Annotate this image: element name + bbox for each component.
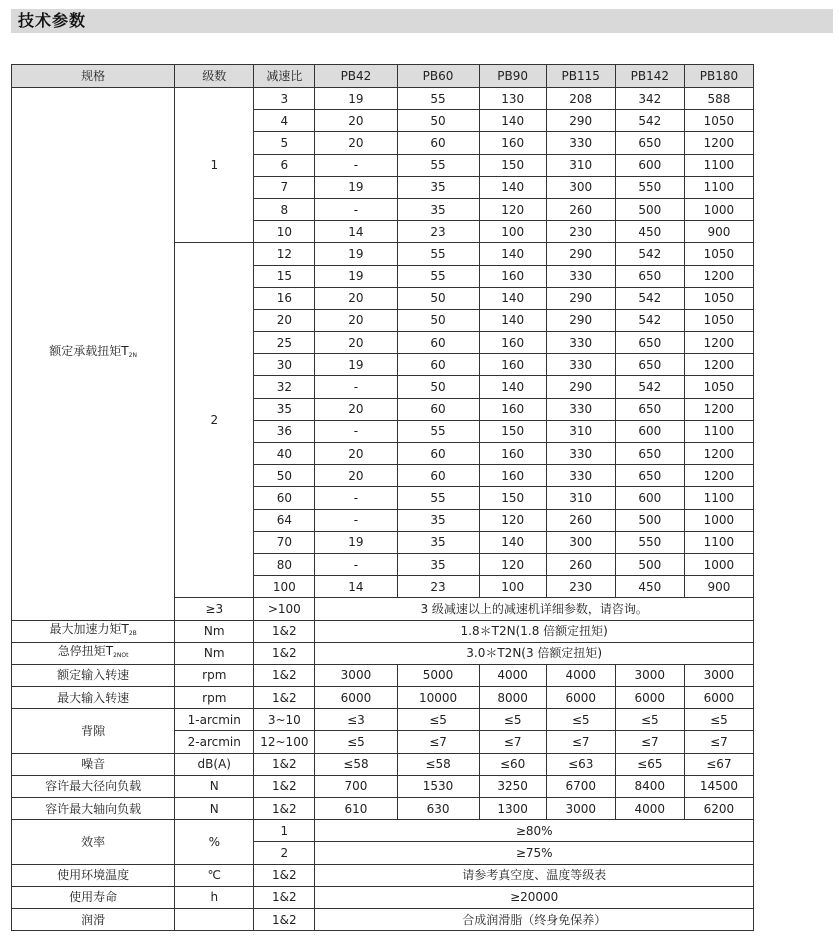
unit-cell: 2-arcmin	[175, 731, 254, 753]
value-cell: 542	[615, 309, 684, 331]
rated-speed-row	[12, 664, 754, 686]
value-cell: 55	[397, 265, 479, 287]
header-cell: PB60	[397, 65, 479, 88]
ratio-cell: 32	[254, 376, 315, 398]
value-cell: 300	[546, 176, 615, 198]
value-cell: 120	[479, 553, 546, 575]
value-cell: 1200	[684, 332, 753, 354]
radial-load-label: 容许最大径向负载	[12, 775, 175, 797]
value-cell: 6200	[684, 798, 753, 820]
stage-cell: 2	[254, 842, 315, 864]
axial-load-row	[12, 798, 754, 820]
header-cell: 级数	[175, 65, 254, 88]
value-cell: 330	[546, 465, 615, 487]
value-cell: 650	[615, 132, 684, 154]
value-cell: 450	[615, 576, 684, 598]
ratio-cell: 3~10	[254, 709, 315, 731]
value-cell: 542	[615, 243, 684, 265]
torque-row	[12, 88, 754, 110]
unit-cell	[175, 908, 254, 930]
value-cell: 35	[397, 531, 479, 553]
value-cell: 35	[397, 509, 479, 531]
value-cell: 20	[315, 465, 397, 487]
ratio-cell: 35	[254, 398, 315, 420]
ratio-cell: 4	[254, 110, 315, 132]
value-cell: 1100	[684, 487, 753, 509]
value-cell: 290	[546, 110, 615, 132]
max-speed-label: 最大输入转速	[12, 687, 175, 709]
value-cell: 140	[479, 531, 546, 553]
value-cell: 19	[315, 265, 397, 287]
ratio-cell: 12	[254, 243, 315, 265]
stage-cell: 1&2	[254, 664, 315, 686]
value-cell: 290	[546, 309, 615, 331]
value-cell: 330	[546, 332, 615, 354]
ratio-cell: 6	[254, 154, 315, 176]
value-cell: 4000	[479, 664, 546, 686]
value-cell: 14500	[684, 775, 753, 797]
efficiency-label: 效率	[12, 820, 175, 864]
value-cell: 35	[397, 553, 479, 575]
value-cell: 20	[315, 332, 397, 354]
value-cell: 1200	[684, 265, 753, 287]
value-cell: ≤63	[546, 753, 615, 775]
value-cell: 1050	[684, 376, 753, 398]
value-cell: 542	[615, 287, 684, 309]
value-cell: 600	[615, 487, 684, 509]
value-cell: 330	[546, 132, 615, 154]
value-cell: 310	[546, 487, 615, 509]
value-cell: 8400	[615, 775, 684, 797]
value-cell: ≤60	[479, 753, 546, 775]
value-cell: 20	[315, 110, 397, 132]
value-cell: 650	[615, 332, 684, 354]
value-cell: 140	[479, 287, 546, 309]
unit-cell: Nm	[175, 620, 254, 642]
value-cell: 650	[615, 443, 684, 465]
value-cell: 160	[479, 398, 546, 420]
value-cell: 合成润滑脂（终身免保养）	[315, 908, 754, 930]
value-cell: 55	[397, 243, 479, 265]
stage-cell: 1&2	[254, 775, 315, 797]
value-cell: 60	[397, 332, 479, 354]
temperature-label: 使用环境温度	[12, 864, 175, 886]
value-cell: ≤5	[615, 709, 684, 731]
value-cell: 3.0＊T2N(3 倍额定扭矩)	[315, 642, 754, 664]
value-cell: 4000	[546, 664, 615, 686]
value-cell: 1050	[684, 243, 753, 265]
ratio-cell: 100	[254, 576, 315, 598]
ratio-cell: 12~100	[254, 731, 315, 753]
value-cell: 500	[615, 553, 684, 575]
value-cell: 650	[615, 354, 684, 376]
value-cell: ≥75%	[315, 842, 754, 864]
efficiency-row	[12, 820, 754, 842]
value-cell: 3000	[684, 664, 753, 686]
value-cell: 23	[397, 221, 479, 243]
stage-cell: 2	[175, 243, 254, 598]
value-cell: -	[315, 509, 397, 531]
value-cell: ≤65	[615, 753, 684, 775]
value-cell: 160	[479, 132, 546, 154]
value-cell: 700	[315, 775, 397, 797]
table-body	[12, 88, 754, 931]
header-cell: PB142	[615, 65, 684, 88]
value-cell: 650	[615, 398, 684, 420]
value-cell: 19	[315, 176, 397, 198]
value-cell: 1100	[684, 531, 753, 553]
value-cell: 100	[479, 576, 546, 598]
value-cell: 600	[615, 154, 684, 176]
value-cell: 140	[479, 309, 546, 331]
value-cell: 6000	[546, 687, 615, 709]
value-cell: 1100	[684, 420, 753, 442]
ratio-cell: 7	[254, 176, 315, 198]
value-cell: 120	[479, 198, 546, 220]
value-cell: 650	[615, 465, 684, 487]
value-cell: 140	[479, 243, 546, 265]
table-header	[12, 65, 754, 88]
value-cell: 150	[479, 487, 546, 509]
value-cell: 290	[546, 243, 615, 265]
value-cell: 310	[546, 420, 615, 442]
value-cell: 550	[615, 176, 684, 198]
value-cell: 160	[479, 354, 546, 376]
ratio-cell: 40	[254, 443, 315, 465]
value-cell: 3000	[615, 664, 684, 686]
stage-cell: 1&2	[254, 798, 315, 820]
value-cell: 1050	[684, 110, 753, 132]
stage-cell: 1&2	[254, 864, 315, 886]
value-cell: 542	[615, 110, 684, 132]
value-cell: 14	[315, 576, 397, 598]
value-cell: ≤7	[546, 731, 615, 753]
value-cell: 50	[397, 376, 479, 398]
stage-cell: 1	[175, 88, 254, 243]
value-cell: 160	[479, 265, 546, 287]
max-accel-row	[12, 620, 754, 642]
value-cell: 300	[546, 531, 615, 553]
section-title-bar	[11, 9, 833, 33]
value-cell: 55	[397, 154, 479, 176]
value-cell: 140	[479, 376, 546, 398]
value-cell: 160	[479, 443, 546, 465]
value-cell: -	[315, 376, 397, 398]
value-cell: 260	[546, 553, 615, 575]
value-cell: 20	[315, 309, 397, 331]
value-cell: 60	[397, 443, 479, 465]
section-title: 技术参数	[18, 11, 87, 30]
value-cell: 6000	[615, 687, 684, 709]
emergency-stop-row	[12, 642, 754, 664]
emergency-stop-label-subscript: 2NOt	[113, 651, 129, 659]
emergency-stop-label	[12, 642, 175, 664]
value-cell: 150	[479, 154, 546, 176]
value-cell: 5000	[397, 664, 479, 686]
noise-row	[12, 753, 754, 775]
value-cell: 20	[315, 398, 397, 420]
value-cell: 1300	[479, 798, 546, 820]
value-cell: ≤5	[684, 709, 753, 731]
value-cell: 55	[397, 487, 479, 509]
value-cell: 330	[546, 398, 615, 420]
backlash-row	[12, 709, 754, 731]
value-cell: 23	[397, 576, 479, 598]
unit-cell: rpm	[175, 687, 254, 709]
value-cell: 330	[546, 443, 615, 465]
value-cell: 230	[546, 576, 615, 598]
ratio-cell: 20	[254, 309, 315, 331]
value-cell: 230	[546, 221, 615, 243]
noise-label: 噪音	[12, 753, 175, 775]
stage-cell: 1&2	[254, 753, 315, 775]
rated-torque-label-text: 额定承载扭矩T	[49, 344, 129, 359]
rated-torque-label-subscript: 2N	[128, 352, 137, 360]
note-cell: 3 级减速以上的减速机详细参数，请咨询。	[315, 598, 754, 620]
unit-cell: N	[175, 798, 254, 820]
rated-torque-label	[12, 88, 175, 621]
value-cell: 900	[684, 576, 753, 598]
value-cell: 330	[546, 265, 615, 287]
unit-cell: Nm	[175, 642, 254, 664]
ratio-cell: 3	[254, 88, 315, 110]
value-cell: 1200	[684, 398, 753, 420]
value-cell: 19	[315, 531, 397, 553]
radial-load-row	[12, 775, 754, 797]
value-cell: 19	[315, 88, 397, 110]
value-cell: ≤7	[684, 731, 753, 753]
value-cell: 19	[315, 354, 397, 376]
value-cell: 900	[684, 221, 753, 243]
value-cell: 260	[546, 198, 615, 220]
value-cell: 1.8＊T2N(1.8 倍额定扭矩)	[315, 620, 754, 642]
ratio-cell: 30	[254, 354, 315, 376]
backlash-label: 背隙	[12, 709, 175, 753]
value-cell: 342	[615, 88, 684, 110]
value-cell: ≤3	[315, 709, 397, 731]
ratio-cell: 80	[254, 553, 315, 575]
value-cell: ≤5	[315, 731, 397, 753]
stage-cell: 1&2	[254, 620, 315, 642]
value-cell: 100	[479, 221, 546, 243]
value-cell: 3250	[479, 775, 546, 797]
value-cell: 4000	[615, 798, 684, 820]
value-cell: 请参考真空度、温度等级表	[315, 864, 754, 886]
emergency-stop-label-text: 急停扭矩T	[57, 643, 114, 658]
value-cell: ≤7	[479, 731, 546, 753]
value-cell: 1050	[684, 287, 753, 309]
value-cell: 120	[479, 509, 546, 531]
value-cell: 3000	[315, 664, 397, 686]
value-cell: 130	[479, 88, 546, 110]
value-cell: 630	[397, 798, 479, 820]
value-cell: 19	[315, 243, 397, 265]
value-cell: 160	[479, 332, 546, 354]
header-cell: PB180	[684, 65, 753, 88]
value-cell: 140	[479, 176, 546, 198]
unit-cell: N	[175, 775, 254, 797]
value-cell: -	[315, 420, 397, 442]
stage-cell: 1&2	[254, 886, 315, 908]
value-cell: ≤67	[684, 753, 753, 775]
value-cell: 1200	[684, 354, 753, 376]
value-cell: ≤58	[397, 753, 479, 775]
value-cell: 35	[397, 198, 479, 220]
value-cell: 1200	[684, 132, 753, 154]
value-cell: 160	[479, 465, 546, 487]
value-cell: 20	[315, 287, 397, 309]
value-cell: 450	[615, 221, 684, 243]
lubrication-row	[12, 908, 754, 930]
value-cell: 290	[546, 287, 615, 309]
value-cell: 600	[615, 420, 684, 442]
value-cell: 6000	[684, 687, 753, 709]
value-cell: 6700	[546, 775, 615, 797]
ratio-cell: 10	[254, 221, 315, 243]
value-cell: 310	[546, 154, 615, 176]
ratio-cell: 16	[254, 287, 315, 309]
lubrication-label: 润滑	[12, 908, 175, 930]
value-cell: ≤5	[546, 709, 615, 731]
value-cell: 1100	[684, 154, 753, 176]
service-life-row	[12, 886, 754, 908]
value-cell: 330	[546, 354, 615, 376]
value-cell: -	[315, 487, 397, 509]
value-cell: -	[315, 198, 397, 220]
value-cell: 20	[315, 443, 397, 465]
value-cell: 1530	[397, 775, 479, 797]
value-cell: 1000	[684, 553, 753, 575]
stage-cell: ≥3	[175, 598, 254, 620]
value-cell: 1000	[684, 509, 753, 531]
value-cell: 610	[315, 798, 397, 820]
stage-cell: 1&2	[254, 642, 315, 664]
value-cell: 14	[315, 221, 397, 243]
header-cell: PB42	[315, 65, 397, 88]
value-cell: 35	[397, 176, 479, 198]
header-cell: PB115	[546, 65, 615, 88]
value-cell: 8000	[479, 687, 546, 709]
value-cell: 500	[615, 198, 684, 220]
value-cell: 1100	[684, 176, 753, 198]
value-cell: 10000	[397, 687, 479, 709]
value-cell: 60	[397, 354, 479, 376]
rated-speed-label: 额定输入转速	[12, 664, 175, 686]
value-cell: 50	[397, 309, 479, 331]
value-cell: 50	[397, 287, 479, 309]
temperature-row	[12, 864, 754, 886]
value-cell: ≤7	[397, 731, 479, 753]
ratio-cell: 8	[254, 198, 315, 220]
value-cell: 1000	[684, 198, 753, 220]
value-cell: ≥20000	[315, 886, 754, 908]
value-cell: 260	[546, 509, 615, 531]
max-accel-label	[12, 620, 175, 642]
value-cell: 6000	[315, 687, 397, 709]
value-cell: ≤5	[479, 709, 546, 731]
value-cell: 55	[397, 420, 479, 442]
value-cell: 500	[615, 509, 684, 531]
value-cell: 60	[397, 132, 479, 154]
header-cell: 规格	[12, 65, 175, 88]
value-cell: 3000	[546, 798, 615, 820]
ratio-cell: 36	[254, 420, 315, 442]
value-cell: 1200	[684, 443, 753, 465]
value-cell: ≤58	[315, 753, 397, 775]
ratio-cell: 5	[254, 132, 315, 154]
stage-cell: 1	[254, 820, 315, 842]
unit-cell: rpm	[175, 664, 254, 686]
value-cell: 588	[684, 88, 753, 110]
header-cell: 减速比	[254, 65, 315, 88]
unit-cell: h	[175, 886, 254, 908]
value-cell: ≤5	[397, 709, 479, 731]
service-life-label: 使用寿命	[12, 886, 175, 908]
spec-table	[11, 64, 754, 931]
ratio-cell: 15	[254, 265, 315, 287]
value-cell: 60	[397, 398, 479, 420]
axial-load-label: 容许最大轴向负载	[12, 798, 175, 820]
unit-cell: %	[175, 820, 254, 864]
ratio-cell: 64	[254, 509, 315, 531]
value-cell: 290	[546, 376, 615, 398]
value-cell: 550	[615, 531, 684, 553]
stage-cell: 1&2	[254, 687, 315, 709]
value-cell: 208	[546, 88, 615, 110]
max-accel-label-text: 最大加速力矩T	[49, 621, 129, 636]
header-cell: PB90	[479, 65, 546, 88]
value-cell: 650	[615, 265, 684, 287]
max-speed-row	[12, 687, 754, 709]
value-cell: ≥80%	[315, 820, 754, 842]
unit-cell: 1-arcmin	[175, 709, 254, 731]
ratio-cell: 70	[254, 531, 315, 553]
value-cell: 140	[479, 110, 546, 132]
value-cell: 60	[397, 465, 479, 487]
value-cell: -	[315, 553, 397, 575]
value-cell: 1200	[684, 465, 753, 487]
unit-cell: ℃	[175, 864, 254, 886]
value-cell: 55	[397, 88, 479, 110]
value-cell: 1050	[684, 309, 753, 331]
value-cell: 20	[315, 132, 397, 154]
max-accel-label-subscript: 2B	[128, 629, 137, 637]
ratio-cell: 50	[254, 465, 315, 487]
value-cell: 542	[615, 376, 684, 398]
value-cell: 150	[479, 420, 546, 442]
value-cell: -	[315, 154, 397, 176]
ratio-cell: >100	[254, 598, 315, 620]
ratio-cell: 25	[254, 332, 315, 354]
value-cell: ≤7	[615, 731, 684, 753]
ratio-cell: 60	[254, 487, 315, 509]
value-cell: 50	[397, 110, 479, 132]
unit-cell: dB(A)	[175, 753, 254, 775]
stage-cell: 1&2	[254, 908, 315, 930]
